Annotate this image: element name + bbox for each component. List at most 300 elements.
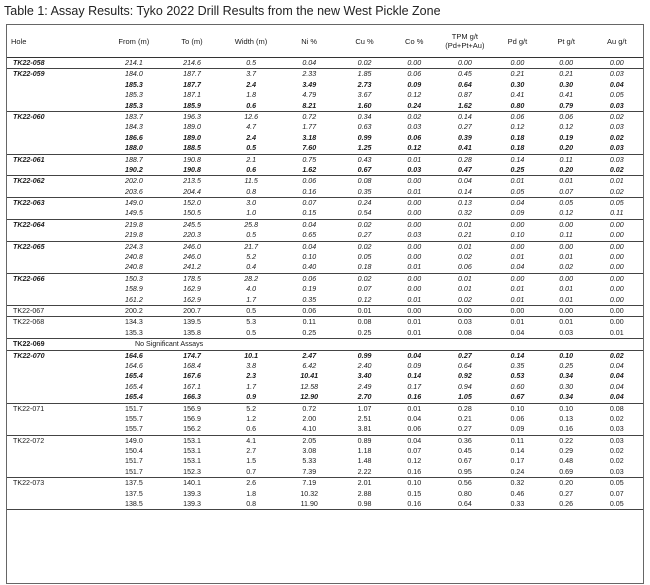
cell-pt: 0.16 [559, 425, 574, 434]
cell-pt: 0.34 [559, 393, 574, 402]
cell-tpm: 0.28 [457, 404, 472, 413]
cell-ni: 11.90 [300, 500, 318, 509]
table-row [7, 242, 643, 252]
cell-from: 151.7 [125, 457, 143, 466]
cell-to: 185.9 [183, 101, 201, 110]
cell-cu: 1.48 [357, 457, 372, 466]
cell-width: 0.9 [246, 393, 257, 402]
table-row [7, 165, 643, 175]
cell-hole: TK22-065 [13, 242, 45, 251]
cell-tpm: 0.03 [457, 318, 472, 327]
cell-co: 0.12 [407, 91, 422, 100]
table-row [7, 382, 643, 392]
cell-to: 174.7 [183, 351, 201, 360]
cell-width: 5.2 [246, 404, 257, 413]
cell-cu: 2.73 [357, 80, 372, 89]
cell-to: 204.4 [183, 187, 201, 196]
cell-tpm: 0.45 [457, 447, 472, 456]
cell-ni: 0.16 [302, 187, 317, 196]
cell-pd: 0.04 [510, 328, 525, 337]
table-row [7, 90, 643, 100]
cell-to: 245.5 [183, 220, 201, 229]
hole-group [7, 317, 643, 339]
cell-width: 0.6 [246, 101, 257, 110]
cell-width: 2.6 [246, 479, 257, 488]
cell-pt: 0.48 [559, 457, 574, 466]
cell-width: 4.7 [246, 123, 257, 132]
cell-from: 151.7 [125, 467, 143, 476]
header-from: From (m) [118, 36, 150, 46]
cell-co: 0.00 [407, 220, 422, 229]
cell-from: 240.8 [125, 253, 143, 262]
cell-au: 0.00 [609, 242, 624, 251]
cell-pd: 0.35 [510, 361, 525, 370]
cell-tpm: 0.14 [457, 187, 472, 196]
cell-pd: 0.10 [510, 231, 525, 240]
cell-pt: 0.01 [559, 285, 574, 294]
cell-tpm: 0.94 [457, 382, 472, 391]
cell-cu: 1.85 [357, 70, 372, 79]
cell-width: 1.8 [246, 489, 257, 498]
cell-width: 1.7 [246, 382, 257, 391]
cell-au: 0.00 [609, 263, 624, 272]
cell-hole: TK22-063 [13, 199, 45, 208]
cell-ni: 0.07 [302, 199, 317, 208]
cell-from: 155.7 [125, 425, 143, 434]
cell-pt: 0.01 [559, 253, 574, 262]
cell-to: 168.4 [183, 361, 201, 370]
table-row [7, 404, 643, 414]
cell-tpm: 0.64 [457, 361, 472, 370]
cell-tpm: 0.21 [457, 231, 472, 240]
cell-ni: 3.49 [302, 80, 317, 89]
cell-tpm: 0.56 [457, 479, 472, 488]
table-row [7, 339, 643, 349]
cell-to: 156.2 [183, 425, 201, 434]
cell-width: 0.4 [246, 263, 257, 272]
cell-from: 137.5 [125, 489, 143, 498]
cell-co: 0.01 [407, 187, 422, 196]
cell-to: 152.3 [183, 467, 201, 476]
cell-pt: 0.25 [559, 361, 574, 370]
cell-to: 139.5 [183, 318, 201, 327]
cell-au: 0.05 [609, 91, 624, 100]
cell-au: 0.02 [609, 414, 624, 423]
cell-width: 1.0 [246, 209, 257, 218]
table-row [7, 274, 643, 284]
cell-tpm: 1.62 [457, 101, 472, 110]
cell-co: 0.04 [407, 436, 422, 445]
cell-tpm: 0.27 [457, 425, 472, 434]
cell-from: 202.0 [125, 177, 143, 186]
cell-tpm: 0.80 [457, 489, 472, 498]
cell-cu: 0.02 [357, 220, 372, 229]
cell-from: 188.7 [125, 155, 143, 164]
cell-tpm: 0.01 [457, 220, 472, 229]
cell-cu: 2.01 [357, 479, 372, 488]
cell-pt: 0.30 [559, 382, 574, 391]
cell-ni: 1.77 [302, 123, 317, 132]
cell-co: 0.04 [407, 351, 422, 360]
table-row [7, 446, 643, 456]
cell-width: 2.4 [246, 133, 257, 142]
cell-cu: 0.25 [357, 328, 372, 337]
cell-ni: 0.04 [302, 220, 317, 229]
table-row [7, 262, 643, 272]
cell-ni: 0.04 [302, 59, 317, 67]
cell-to: 167.6 [183, 372, 201, 381]
cell-au: 0.04 [609, 382, 624, 391]
cell-cu: 1.07 [357, 404, 372, 413]
cell-co: 0.01 [407, 328, 422, 337]
cell-cu: 0.98 [357, 500, 372, 509]
cell-pt: 0.00 [559, 59, 574, 67]
cell-pt: 0.05 [559, 199, 574, 208]
table-row [7, 284, 643, 294]
cell-au: 0.00 [609, 318, 624, 327]
cell-pd: 0.06 [510, 414, 525, 423]
cell-co: 0.00 [407, 274, 422, 283]
cell-au: 0.08 [609, 404, 624, 413]
cell-ni: 4.79 [302, 91, 317, 100]
cell-from: 138.5 [125, 500, 143, 509]
cell-to: 214.6 [183, 59, 201, 67]
table-row [7, 155, 643, 165]
header-cu: Cu % [355, 36, 374, 46]
cell-width: 2.3 [246, 372, 257, 381]
table-row [7, 436, 643, 446]
cell-cu: 2.51 [357, 414, 372, 423]
cell-cu: 0.05 [357, 253, 372, 262]
cell-to: 246.0 [183, 253, 201, 262]
cell-cu: 0.27 [357, 231, 372, 240]
hole-group [7, 436, 643, 479]
cell-au: 0.03 [609, 70, 624, 79]
cell-pt: 0.69 [559, 467, 574, 476]
cell-hole: TK22-061 [13, 155, 45, 164]
cell-co: 0.09 [407, 361, 422, 370]
cell-pt: 0.11 [559, 155, 573, 164]
cell-pt: 0.22 [559, 436, 574, 445]
cell-hole: TK22-066 [13, 274, 45, 283]
cell-from: 188.0 [125, 144, 143, 153]
cell-au: 0.05 [609, 500, 624, 509]
cell-pt: 0.00 [559, 306, 574, 315]
table-row [7, 295, 643, 305]
cell-to: 189.0 [183, 133, 201, 142]
cell-to: 200.7 [183, 306, 201, 315]
cell-cu: 3.67 [357, 91, 372, 100]
cell-pd: 0.01 [510, 177, 525, 186]
cell-hole: TK22-072 [13, 436, 45, 445]
cell-au: 0.00 [609, 220, 624, 229]
cell-ni: 0.75 [302, 155, 317, 164]
table-row [7, 112, 643, 122]
cell-co: 0.07 [407, 447, 422, 456]
cell-ni: 2.00 [302, 414, 317, 423]
cell-cu: 0.24 [357, 199, 372, 208]
table-header [7, 25, 643, 58]
cell-au: 0.02 [609, 457, 624, 466]
cell-tpm: 1.05 [457, 393, 472, 402]
cell-au: 0.02 [609, 112, 624, 121]
cell-to: 153.1 [183, 436, 201, 445]
cell-co: 0.00 [407, 209, 422, 218]
cell-pd: 0.67 [510, 393, 525, 402]
cell-pt: 0.29 [559, 447, 574, 456]
cell-to: 156.9 [183, 414, 201, 423]
cell-tpm: 0.01 [457, 242, 472, 251]
table-row [7, 230, 643, 240]
cell-cu: 0.02 [357, 242, 372, 251]
cell-pt: 0.00 [559, 220, 574, 229]
cell-to: 190.8 [183, 155, 201, 164]
cell-to: 152.0 [183, 199, 201, 208]
cell-ni: 10.41 [300, 372, 319, 381]
cell-pd: 0.00 [510, 274, 525, 283]
cell-tpm: 0.36 [457, 436, 472, 445]
cell-co: 0.06 [407, 133, 422, 142]
cell-ni: 0.25 [302, 328, 317, 337]
cell-ni: 4.10 [302, 425, 317, 434]
cell-pd: 0.01 [510, 253, 525, 262]
cell-pd: 0.04 [510, 199, 525, 208]
table-row [7, 101, 643, 111]
cell-to: 162.9 [183, 295, 201, 304]
cell-ni: 10.32 [300, 489, 319, 498]
cell-pd: 0.00 [510, 59, 525, 67]
table-row [7, 208, 643, 218]
cell-pd: 0.09 [510, 425, 525, 434]
cell-au: 0.04 [609, 361, 624, 370]
cell-pd: 0.60 [510, 382, 525, 391]
cell-from: 240.8 [125, 263, 143, 272]
cell-from: 185.3 [125, 80, 143, 89]
cell-ni: 0.06 [302, 274, 317, 283]
cell-co: 0.14 [407, 372, 422, 381]
cell-width: 4.1 [246, 436, 257, 445]
cell-pd: 0.12 [510, 123, 525, 132]
cell-co: 0.06 [407, 70, 422, 79]
cell-ni: 0.72 [302, 404, 317, 413]
cell-co: 0.10 [407, 479, 422, 488]
cell-au: 0.02 [609, 133, 624, 142]
cell-pd: 0.21 [510, 70, 525, 79]
cell-to: 139.3 [183, 489, 201, 498]
cell-pd: 0.00 [510, 220, 525, 229]
cell-to: 190.8 [183, 165, 201, 174]
cell-co: 0.00 [407, 242, 422, 251]
cell-pt: 0.79 [559, 101, 574, 110]
cell-hole: TK22-060 [13, 112, 45, 121]
cell-from: 149.0 [125, 199, 143, 208]
cell-hole: TK22-071 [13, 404, 45, 413]
cell-co: 0.15 [407, 489, 422, 498]
cell-pt: 0.06 [559, 112, 574, 121]
cell-to: 150.5 [183, 209, 201, 218]
cell-from: 164.6 [125, 361, 143, 370]
hole-group [7, 339, 643, 350]
cell-width: 3.8 [246, 361, 257, 370]
cell-pt: 0.12 [559, 209, 574, 218]
cell-cu: 0.99 [357, 351, 372, 360]
cell-from: 150.3 [125, 274, 143, 283]
cell-tpm: 0.27 [457, 351, 472, 360]
cell-co: 0.09 [407, 80, 422, 89]
cell-hole: TK22-069 [13, 340, 45, 349]
cell-tpm: 0.08 [457, 328, 472, 337]
cell-from: 219.8 [125, 220, 143, 229]
cell-width: 2.7 [246, 447, 257, 456]
table-row [7, 414, 643, 424]
cell-from: 135.3 [125, 328, 143, 337]
cell-to: 153.1 [183, 447, 201, 456]
cell-cu: 0.89 [357, 436, 372, 445]
cell-cu: 1.25 [357, 144, 372, 153]
cell-cu: 0.99 [357, 133, 372, 142]
cell-pd: 0.01 [510, 285, 525, 294]
cell-pd: 0.10 [510, 404, 525, 413]
cell-pd: 0.05 [510, 187, 525, 196]
cell-ni: 1.62 [302, 165, 317, 174]
cell-tpm: 0.04 [457, 177, 472, 186]
cell-pd: 0.00 [510, 306, 525, 315]
cell-au: 0.00 [609, 285, 624, 294]
hole-group [7, 198, 643, 220]
cell-au: 0.07 [609, 489, 624, 498]
table-row [7, 499, 643, 509]
cell-ni: 0.06 [302, 306, 317, 315]
cell-from: 186.6 [125, 133, 143, 142]
cell-pt: 0.20 [559, 165, 574, 174]
cell-tpm: 0.64 [457, 80, 472, 89]
cell-from: 165.4 [125, 382, 143, 391]
cell-from: 150.4 [125, 447, 143, 456]
cell-pd: 0.18 [510, 144, 525, 153]
cell-tpm: 0.06 [457, 263, 472, 272]
cell-ni: 7.19 [302, 479, 317, 488]
cell-to: 187.7 [183, 80, 201, 89]
cell-au: 0.00 [609, 295, 624, 304]
cell-tpm: 0.39 [457, 133, 472, 142]
cell-from: 134.3 [125, 318, 143, 327]
header-tpm: TPM g/t (Pd+Pt+Au) [445, 32, 485, 50]
assay-table [6, 24, 644, 584]
cell-au: 0.00 [609, 253, 624, 262]
hole-group [7, 58, 643, 69]
hole-group [7, 242, 643, 274]
cell-co: 0.01 [407, 263, 422, 272]
table-row [7, 176, 643, 186]
hole-group [7, 404, 643, 436]
cell-pt: 0.30 [559, 80, 574, 89]
cell-tpm: 0.95 [457, 467, 472, 476]
table-row [7, 69, 643, 79]
cell-ni: 0.40 [302, 263, 317, 272]
table-title: Table 1: Assay Results: Tyko 2022 Drill Results from the new West Pickle Zone [4, 4, 441, 18]
cell-cu: 1.18 [357, 447, 372, 456]
table-row [7, 489, 643, 499]
cell-width: 5.2 [246, 253, 257, 262]
cell-width: 4.0 [246, 285, 257, 294]
cell-tpm: 0.02 [457, 295, 472, 304]
cell-pd: 0.00 [510, 242, 525, 251]
cell-to: 139.3 [183, 500, 201, 509]
cell-to: 213.5 [183, 177, 201, 186]
table-row [7, 467, 643, 477]
hole-group [7, 112, 643, 155]
cell-from: 200.2 [125, 306, 143, 315]
cell-pt: 0.07 [559, 187, 574, 196]
cell-cu: 3.81 [357, 425, 372, 434]
table-row [7, 351, 643, 361]
cell-tpm: 0.67 [457, 457, 472, 466]
cell-from: 184.3 [125, 123, 143, 132]
cell-cu: 0.54 [357, 209, 372, 218]
cell-pd: 0.33 [510, 500, 525, 509]
cell-cu: 3.40 [357, 372, 372, 381]
cell-au: 0.03 [609, 155, 624, 164]
cell-au: 0.01 [609, 328, 624, 337]
cell-au: 0.00 [609, 274, 624, 283]
cell-pd: 0.25 [510, 165, 525, 174]
cell-co: 0.06 [407, 425, 422, 434]
cell-pt: 0.00 [559, 242, 574, 251]
table-row [7, 306, 643, 316]
cell-ni: 0.10 [302, 253, 317, 262]
cell-width: 2.1 [246, 155, 257, 164]
cell-from: 183.7 [125, 112, 143, 121]
cell-pd: 0.14 [510, 447, 525, 456]
cell-co: 0.03 [407, 123, 422, 132]
cell-tpm: 0.41 [457, 144, 472, 153]
cell-from: 149.5 [125, 209, 143, 218]
cell-width: 11.5 [244, 177, 258, 186]
cell-hole: TK22-067 [13, 306, 45, 315]
table-row [7, 478, 643, 488]
cell-au: 0.00 [609, 231, 624, 240]
cell-pt: 0.01 [559, 295, 574, 304]
hole-group [7, 478, 643, 510]
cell-cu: 0.08 [357, 177, 372, 186]
header-pt: Pt g/t [557, 36, 575, 46]
header-hole: Hole [11, 36, 27, 46]
cell-from: 185.3 [125, 91, 143, 100]
cell-to: 162.9 [183, 285, 201, 294]
cell-ni: 0.35 [302, 295, 317, 304]
cell-ni: 2.33 [302, 70, 317, 79]
table-row [7, 58, 643, 68]
cell-pt: 0.00 [559, 274, 574, 283]
cell-pt: 0.27 [559, 489, 574, 498]
cell-hole: TK22-058 [13, 59, 45, 67]
cell-to: 187.1 [183, 91, 201, 100]
cell-to: 156.9 [183, 404, 201, 413]
hole-group [7, 176, 643, 198]
cell-pd: 0.14 [510, 351, 525, 360]
cell-width: 0.8 [246, 187, 257, 196]
cell-co: 0.01 [407, 404, 422, 413]
cell-from: 224.3 [125, 242, 143, 251]
cell-co: 0.03 [407, 165, 422, 174]
cell-cu: 2.40 [357, 361, 372, 370]
cell-width: 1.5 [246, 457, 257, 466]
cell-ni: 12.90 [300, 393, 319, 402]
cell-pt: 0.20 [559, 144, 574, 153]
cell-cu: 0.63 [357, 123, 372, 132]
cell-width: 25.8 [244, 220, 259, 229]
cell-pd: 0.04 [510, 263, 525, 272]
